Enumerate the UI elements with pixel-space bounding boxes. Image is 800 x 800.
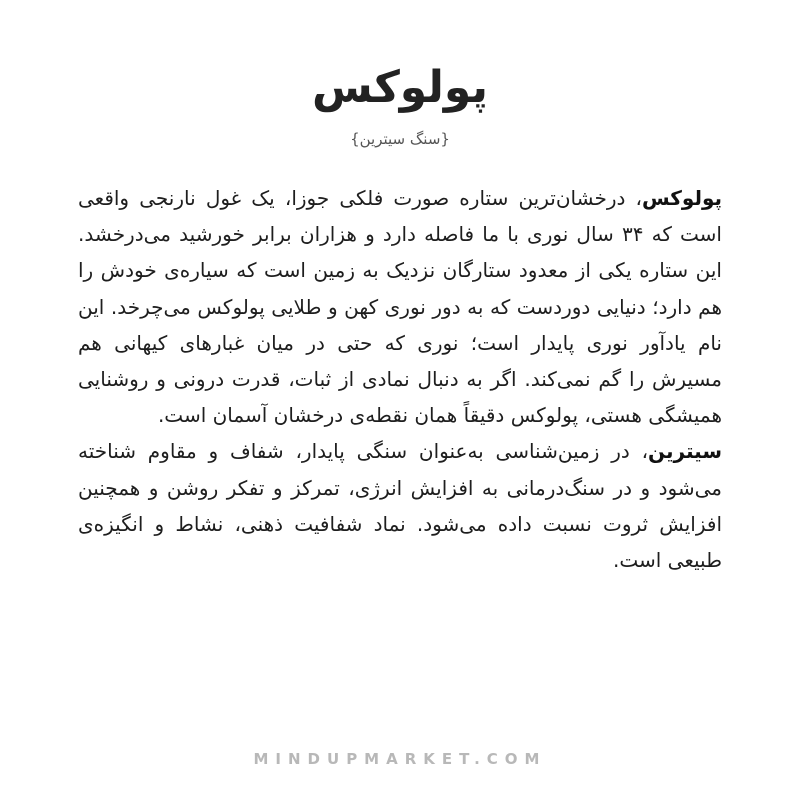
paragraph-pollux xyxy=(78,180,722,433)
paragraph-text-citrine: ، در زمین‌شناسی به‌عنوان سنگی پایدار، شفاف و مقاوم شناخته می‌شود و در سنگ‌درمانی به افزایش انرژی، تمرکز و تفکر روشن و همچنین افزایش ثروت نسبت داده می‌شود. نماد شفافیت ذهنی، نشاط و انگیزه‌ی طبیعی است. xyxy=(78,439,722,573)
page-subtitle: {سنگ سیترین} xyxy=(350,130,450,148)
page-title: پولوکس xyxy=(312,62,488,113)
document-body xyxy=(78,180,722,578)
paragraph-lead-citrine: سیترین xyxy=(648,439,722,464)
footer-website-link[interactable]: MINDUPMARKET.COM xyxy=(253,750,547,768)
paragraph-citrine xyxy=(78,433,722,578)
paragraph-lead-pollux: پولوکس xyxy=(642,186,722,210)
paragraph-text-pollux: ، درخشان‌ترین ستاره صورت فلکی جوزا، یک غول نارنجی واقعی است که ۳۴ سال نوری با ما فاصله دارد و هزاران برابر خورشید می‌درخشد. این ستاره یکی از معدود ستارگان نزدیک به زمین است که سیاره‌ی خودش را هم دارد؛ دنیایی دوردست که به دور نوری کهن و طلایی پولوکس می‌چرخد. این نام یادآور نوری پایدار است؛ نوری که حتی در میان غبارهای کیهانی هم مسیرش را گم نمی‌کند. اگر به دنبال نمادی از ثبات، قدرت درونی و روشنایی همیشگی هستی، پولوکس دقیقاً همان نقطه‌ی درخشان آسمان است. xyxy=(78,186,722,428)
